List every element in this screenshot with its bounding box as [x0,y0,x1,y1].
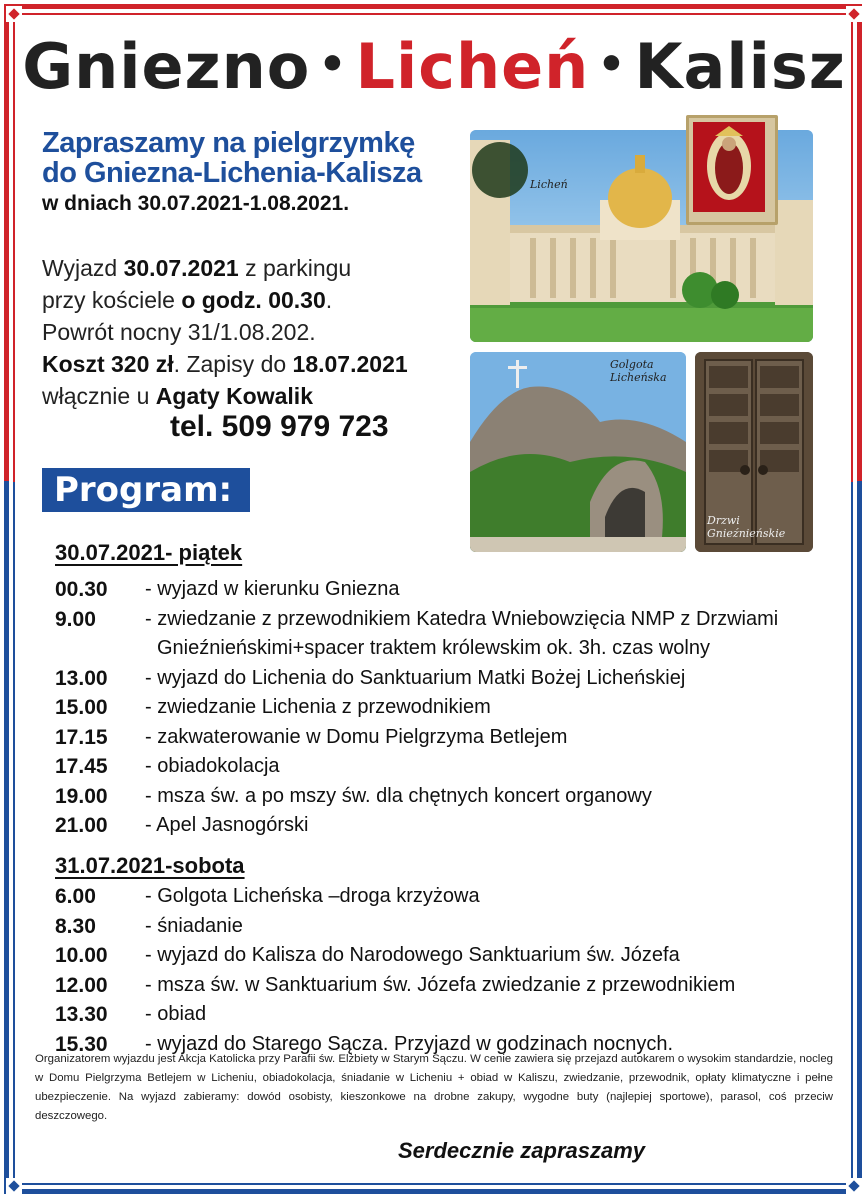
title-city-gniezno: Gniezno [22,30,311,103]
contact-name: Agaty Kowalik [155,383,313,409]
schedule-time: 13.30 [55,1003,108,1026]
schedule-row [55,723,835,753]
golgota-photo [470,352,686,552]
schedule-row [55,693,835,723]
schedule-time [55,634,145,664]
madonna-icon-illustration [689,118,769,216]
departure-time: o godz. 00.30 [181,287,326,313]
title-separator: • [318,38,348,90]
invitation-dates: w dniach 30.07.2021-1.08.2021. [42,192,350,215]
schedule-description: - msza św. w Sanktuarium św. Józefa zwiedzanie z przewodnikiem [145,973,736,996]
schedule-row [55,752,835,782]
schedule-row [55,782,835,812]
schedule-description: - zakwaterowanie w Domu Pielgrzyma Betlejem [145,725,568,748]
schedule-time: 10.00 [55,944,108,967]
schedule-time: 6.00 [55,885,96,908]
return-line: Powrót nocny 31/1.08.202. [42,319,316,345]
doors-caption-line-1: Drzwi [707,514,740,527]
title-city-kalisz: Kalisz [634,30,846,103]
contact-text: włącznie u [42,383,156,409]
schedule-row [55,811,835,841]
doors-caption-line-2: Gnieźnieńskie [707,527,786,540]
organizer-note: Organizatorem wyjazdu jest Akcja Katolicka przy Parafii św. Elżbiety w Starym Sączu. W cenie zawiera się przejazd autokarem o wysokim standardzie, nocleg w Domu Pielgrzyma Betlejem w Licheniu, obiadokolacja, śniadanie w Licheniu + obiad w Kaliszu, zwiedzanie, przewodnik, opłaty klimatyczne i pełne ubezpieczenie. Na wyjazd zabieramy: dowód osobisty, kieszonkowe na drobne zakupy, wygodne buty (najlepiej sportowe), parasol, coś przeciw deszczowego. [35,1053,833,1122]
schedule-description: - obiadokolacja [145,755,280,777]
corner-ornament [846,6,862,22]
day2-heading: 31.07.2021-sobota [55,853,245,878]
departure-date: 30.07.2021 [123,255,239,281]
corner-ornament [6,1178,22,1194]
schedule-time: 15.00 [55,696,108,719]
schedule-time: 12.00 [55,973,108,997]
church-line [42,284,482,316]
corner-ornament [6,6,22,22]
title-separator: • [597,38,627,90]
schedule-description: - Apel Jasnogórski [145,814,309,836]
schedule-row [55,1000,835,1030]
church-text: przy kościele [42,287,182,313]
program-heading: Program: [42,468,250,512]
cost-line [42,348,482,380]
schedule-description: - wyjazd do Kalisza do Narodowego Sanktuarium św. Józefa [145,944,680,966]
schedule-time: 13.00 [55,666,108,690]
schedule-description: Gnieźnieńskimi+spacer traktem królewskim ok. 3h. czas wolny [157,637,710,659]
schedule-description: - wyjazd do Lichenia do Sanktuarium Matki Bożej Licheńskiej [145,666,686,689]
schedule-description: - śniadanie [145,914,243,937]
doors-caption [707,514,785,540]
golgota-caption [610,358,667,384]
schedule-row [55,882,835,912]
cost-value: Koszt 320 zł [42,351,174,377]
departure-text: Wyjazd [42,255,124,281]
day1-schedule [55,575,835,841]
signup-text: . Zapisy do [173,351,293,377]
schedule-row [55,664,835,694]
day2-schedule [55,882,835,1059]
schedule-description: - msza św. a po mszy św. dla chętnych koncert organowy [145,784,652,807]
day1-heading: 30.07.2021- piątek [55,540,243,565]
invitation-line-1: Zapraszamy na pielgrzymkę [42,127,415,159]
golgota-caption-line-1: Golgota [610,358,654,371]
page-title [0,28,868,110]
schedule-time: 17.15 [55,725,108,749]
schedule-description: - wyjazd w kierunku Gniezna [145,578,400,600]
schedule-description: - Golgota Licheńska –droga krzyżowa [145,885,480,907]
schedule-description: - zwiedzanie Lichenia z przewodnikiem [145,696,491,718]
schedule-row [55,941,835,971]
schedule-description: - zwiedzanie z przewodnikiem Katedra Wniebowzięcia NMP z Drzwiami [145,607,779,630]
schedule-time: 17.45 [55,755,108,778]
contact-phone: tel. 509 979 723 [170,410,389,443]
closing-greeting: Serdecznie zapraszamy [398,1138,646,1163]
schedule-row [55,971,835,1001]
schedule-time: 15.30 [55,1032,108,1056]
church-period: . [325,287,333,313]
schedule-row [55,605,835,635]
schedule-time: 8.30 [55,914,96,938]
schedule-description: - wyjazd do Starego Sącza. Przyjazd w godzinach nocnych. [145,1032,674,1055]
schedule-row [55,912,835,942]
golgota-caption-line-2: Licheńska [610,371,667,384]
schedule-time: 21.00 [55,814,108,837]
schedule-time: 9.00 [55,607,96,631]
schedule-time: 19.00 [55,784,108,808]
schedule-row [55,575,835,605]
invitation-block [42,128,472,216]
madonna-icon-image [686,115,778,225]
signup-date: 18.07.2021 [292,351,408,377]
gniezno-doors-photo [695,352,813,552]
schedule-time: 00.30 [55,578,108,601]
title-city-lichen: Licheń [355,30,590,103]
trip-details [42,252,482,412]
lichen-caption: Licheń [530,178,568,191]
contact-line [42,380,482,412]
corner-ornament [846,1178,862,1194]
invitation-line-2: do Gniezna-Lichenia-Kalisza [42,157,422,189]
departure-line [42,252,482,284]
schedule-row [55,634,835,664]
schedule-description: - obiad [145,1003,207,1025]
departure-place: z parkingu [238,255,352,281]
